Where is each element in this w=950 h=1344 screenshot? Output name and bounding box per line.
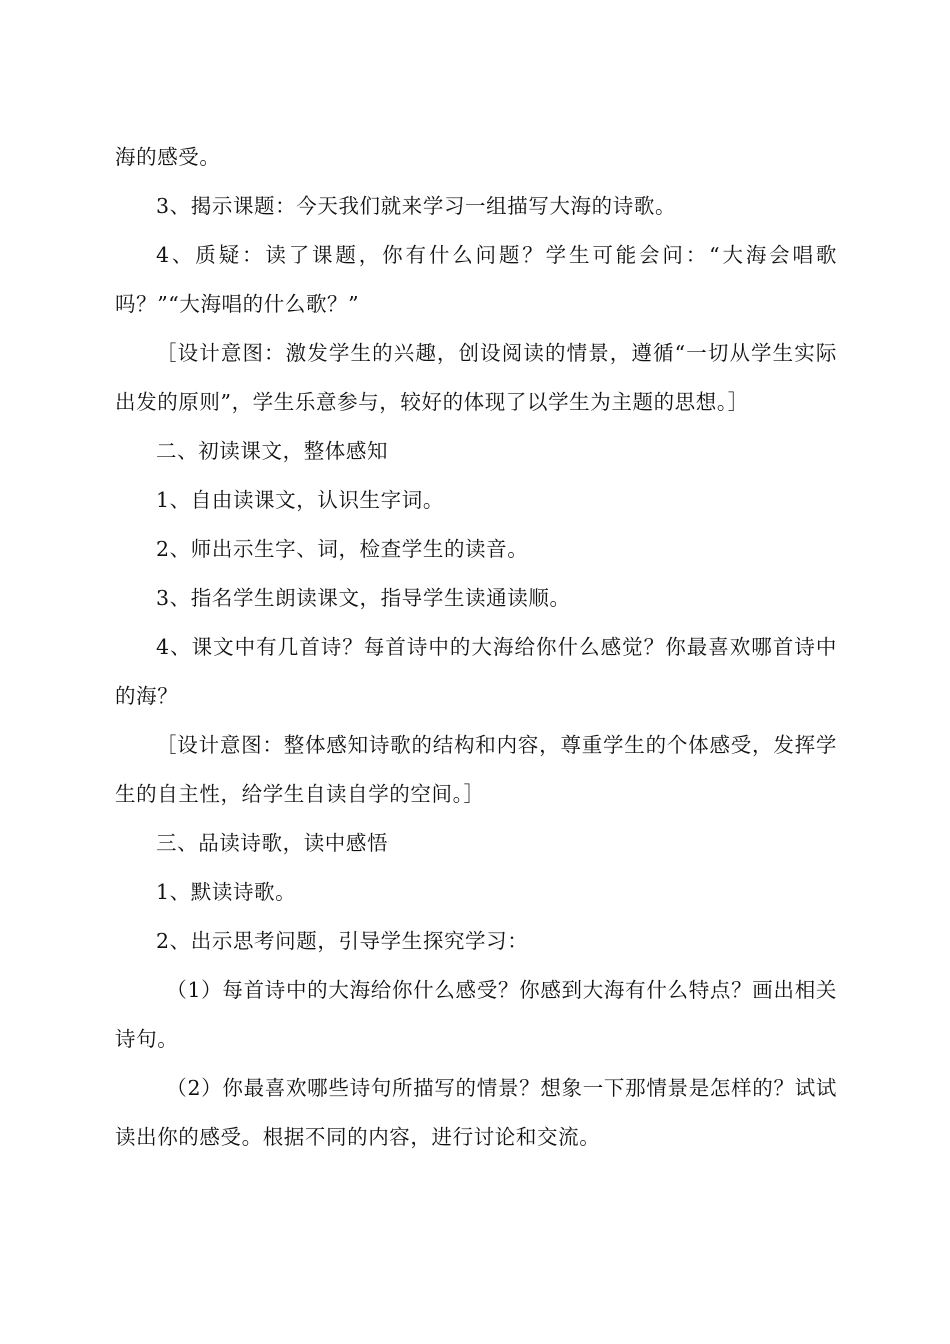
paragraph-design-intent-2: ［设计意图：整体感知诗歌的结构和内容，尊重学生的个体感受，发挥学生的自主性，给学生自读自学的空间。］ [115,733,837,806]
paragraph-how-many-poems: 4、课文中有几首诗？每首诗中的大海给你什么感觉？你最喜欢哪首诗中的海？ [115,635,837,708]
paragraph-show-words: 2、师出示生字、词，检查学生的读音。 [156,537,529,561]
paragraph-thinking-questions: 2、出示思考问题，引导学生探究学习： [156,929,529,953]
section-heading-2: 二、初读课文，整体感知 [156,439,389,463]
paragraph-question-2: （2）你最喜欢哪些诗句所描写的情景？想象一下那情景是怎样的？试试读出你的感受。根据不同的内容，进行讨论和交流。 [115,1076,837,1149]
paragraph-reveal-topic: 3、揭示课题：今天我们就来学习一组描写大海的诗歌。 [156,194,677,218]
paragraph-free-reading: 1、自由读课文，认识生字词。 [156,488,444,512]
paragraph-question-1: （1）每首诗中的大海给你什么感受？你感到大海有什么特点？画出相关诗句。 [115,978,837,1051]
paragraph-question: 4、质疑：读了课题，你有什么问题？学生可能会问：“大海会唱歌吗？”“大海唱的什么歌？” [115,243,837,316]
paragraph-read-aloud: 3、指名学生朗读课文，指导学生读通读顺。 [156,586,571,610]
section-heading-3: 三、品读诗歌，读中感悟 [156,831,389,855]
paragraph-continuation: 海的感受。 [115,145,221,169]
paragraph-design-intent-1: ［设计意图：激发学生的兴趣，创设阅读的情景，遵循“一切从学生实际出发的原则”，学生乐意参与，较好的体现了以学生为主题的思想。］ [115,341,837,414]
paragraph-silent-reading: 1、默读诗歌。 [156,880,297,904]
document-body [115,133,837,1162]
